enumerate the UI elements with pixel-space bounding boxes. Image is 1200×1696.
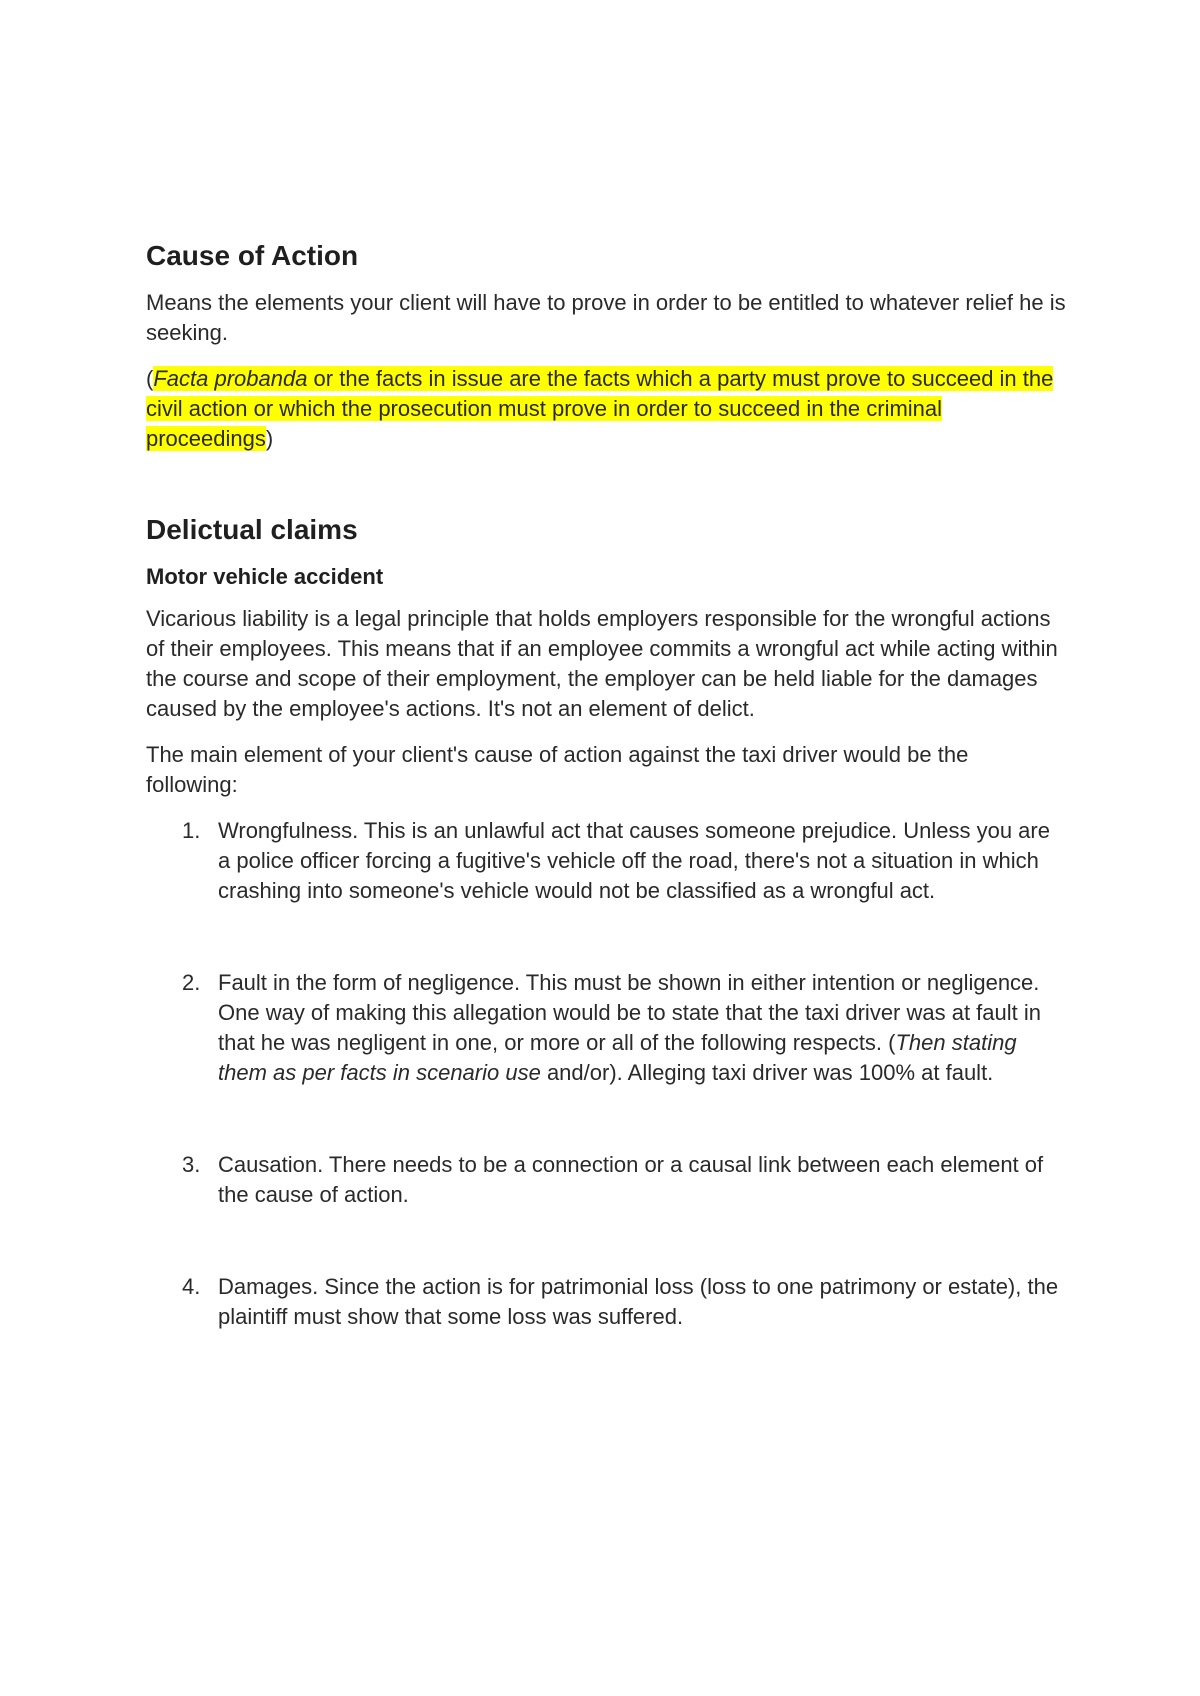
- heading-delictual-claims: Delictual claims: [146, 514, 358, 545]
- subheading-motor-vehicle-accident: Motor vehicle accident: [146, 564, 384, 589]
- open-paren: (: [146, 366, 154, 391]
- list-item-number: 4.: [182, 1274, 201, 1299]
- list-item-text: [218, 970, 1041, 1085]
- elements-list: [146, 816, 1066, 1332]
- facta-probanda-paragraph: [146, 364, 1066, 454]
- facta-probanda-term: Facta probanda: [153, 366, 308, 391]
- definition-paragraph: Means the elements your client will have to prove in order to be entitled to whatever relief he is seeking.: [146, 290, 1066, 345]
- list-item-number: 3.: [182, 1152, 201, 1177]
- list-item: [146, 816, 1066, 906]
- highlighted-body: or the facts in issue are the facts which a party must prove to succeed in the civil action or which the prosecution must prove in order to succeed in the criminal proceedings: [146, 366, 1054, 451]
- close-paren: ): [265, 426, 274, 451]
- vicarious-liability-paragraph: Vicarious liability is a legal principle that holds employers responsible for the wrongful actions of their employees. This means that if an employee commits a wrongful act while acting within the course and scope of their employment, the employer can be held liable for the damages caused by the employee's actions. It's not an element of delict.: [146, 606, 1058, 721]
- list-item-number: 1.: [182, 818, 201, 843]
- list-item: [146, 1272, 1066, 1332]
- list-item-text-after: and/or). Alleging taxi driver was 100% at fault.: [540, 1060, 994, 1085]
- list-item-text: Causation. There needs to be a connection or a causal link between each element of the cause of action.: [218, 1152, 1044, 1207]
- list-item-text: Damages. Since the action is for patrimonial loss (loss to one patrimony or estate), the plaintiff must show that some loss was suffered.: [218, 1274, 1059, 1329]
- list-item-text-italic: Then stating them as per facts in scenario use: [218, 1030, 1017, 1085]
- list-item-text: Wrongfulness. This is an unlawful act that causes someone prejudice. Unless you are a police officer forcing a fugitive's vehicle off the road, there's not a situation in which crashing into someone's vehicle would not be classified as a wrongful act.: [218, 818, 1050, 903]
- document-body: [146, 236, 1066, 1394]
- heading-cause-of-action: Cause of Action: [146, 240, 359, 271]
- list-item: [146, 1150, 1066, 1210]
- elements-intro-paragraph: The main element of your client's cause of action against the taxi driver would be the following:: [146, 742, 969, 797]
- list-item: [146, 968, 1066, 1088]
- highlighted-text: [146, 366, 1053, 451]
- list-item-text-before: Fault in the form of negligence. This must be shown in either intention or negligence. One way of making this allegation would be to state that the taxi driver was at fault in that he was negligent in one, or more or all of the following respects. (: [218, 970, 1042, 1055]
- list-item-number: 2.: [182, 970, 201, 995]
